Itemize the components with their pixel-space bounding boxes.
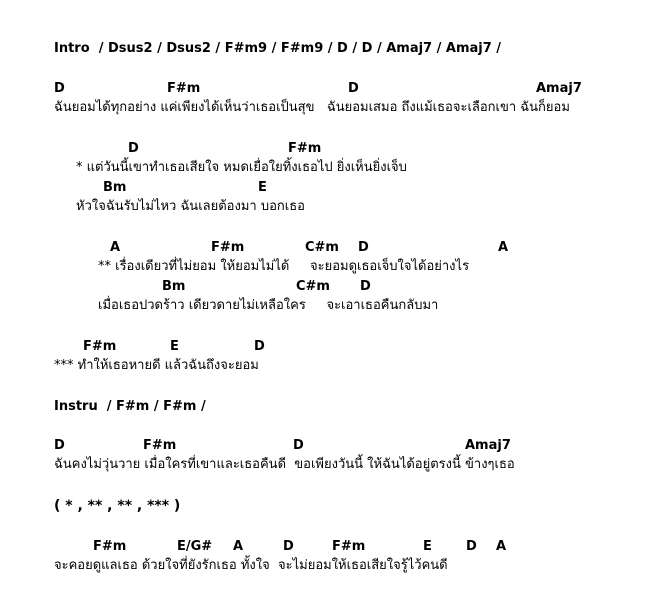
v2-chord-2: F#m — [143, 438, 177, 453]
c3-chord-3: D — [254, 339, 265, 354]
c2-chord-1: A — [110, 240, 121, 255]
v1-chord-4: Amaj7 — [536, 81, 582, 96]
c2-chord-5: A — [498, 240, 509, 255]
c2-chord-4: D — [358, 240, 369, 255]
outro-chord-2: E/G# — [177, 539, 213, 554]
c2-chord-6: Bm — [162, 279, 186, 294]
instru-line: Instru / F#m / F#m / — [54, 399, 206, 414]
v1-chord-1: D — [54, 81, 65, 96]
c2-lyric-2: เมื่อเธอปวดร้าว เดียวดายไม่เหลือใคร จะเอาเธอคืนกลับมา — [98, 298, 439, 313]
c2-lyric-1: ** เรื่องเดียวที่ไม่ยอม ให้ยอมไม่ได้ จะยอมดูเธอเจ็บใจได้อย่างไร — [98, 259, 470, 274]
v2-chord-3: D — [293, 438, 304, 453]
outro-lyric: จะคอยดูแลเธอ ด้วยใจที่ยังรักเธอ ทั้งใจ จะไม่ยอมให้เธอเสียใจรู้ไว้คนดี — [54, 558, 448, 573]
v1-lyric: ฉันยอมได้ทุกอย่าง แค่เพียงได้เห็นว่าเธอเป็นสุข ฉันยอมเสมอ ถึงแม้เธอจะเลือกเขา ฉันก็ยอม — [54, 100, 570, 115]
c2-chord-7: C#m — [296, 279, 330, 294]
outro-chord-7: D — [466, 539, 477, 554]
c2-chord-2: F#m — [211, 240, 245, 255]
c1-chord-1: D — [128, 141, 139, 156]
v2-chord-4: Amaj7 — [465, 438, 511, 453]
c3-lyric: *** ทำให้เธอหายดี แล้วฉันถึงจะยอม — [54, 358, 259, 373]
v2-lyric: ฉันคงไม่วุ่นวาย เมื่อใครที่เขาและเธอคืนดี ขอเพียงวันนี้ ให้ฉันได้อยู่ตรงนี้ ข้างๆเธอ — [54, 457, 515, 472]
outro-chord-5: F#m — [332, 539, 366, 554]
c2-chord-3: C#m — [305, 240, 339, 255]
outro-chord-1: F#m — [93, 539, 127, 554]
c1-chord-2: F#m — [288, 141, 322, 156]
intro-line: Intro / Dsus2 / Dsus2 / F#m9 / F#m9 / D / D / Amaj7 / Amaj7 / — [54, 41, 502, 56]
c1-lyric-1: * แต่วันนี้เขาทำเธอเสียใจ หมดเยื่อใยทิ้งเธอไป ยิ่งเห็นยิ่งเจ็บ — [76, 160, 407, 175]
repeat-marker: ( * , ** , ** , *** ) — [54, 498, 181, 514]
outro-chord-8: A — [496, 539, 507, 554]
c1-chord-4: E — [258, 180, 267, 195]
c3-chord-1: F#m — [83, 339, 117, 354]
c3-chord-2: E — [170, 339, 179, 354]
outro-chord-3: A — [233, 539, 244, 554]
outro-chord-4: D — [283, 539, 294, 554]
v1-chord-2: F#m — [167, 81, 201, 96]
v1-chord-3: D — [348, 81, 359, 96]
c1-chord-3: Bm — [103, 180, 127, 195]
outro-chord-6: E — [423, 539, 432, 554]
v2-chord-1: D — [54, 438, 65, 453]
c1-lyric-2: หัวใจฉันรับไม่ไหว ฉันเลยต้องมา บอกเธอ — [76, 199, 305, 214]
c2-chord-8: D — [360, 279, 371, 294]
